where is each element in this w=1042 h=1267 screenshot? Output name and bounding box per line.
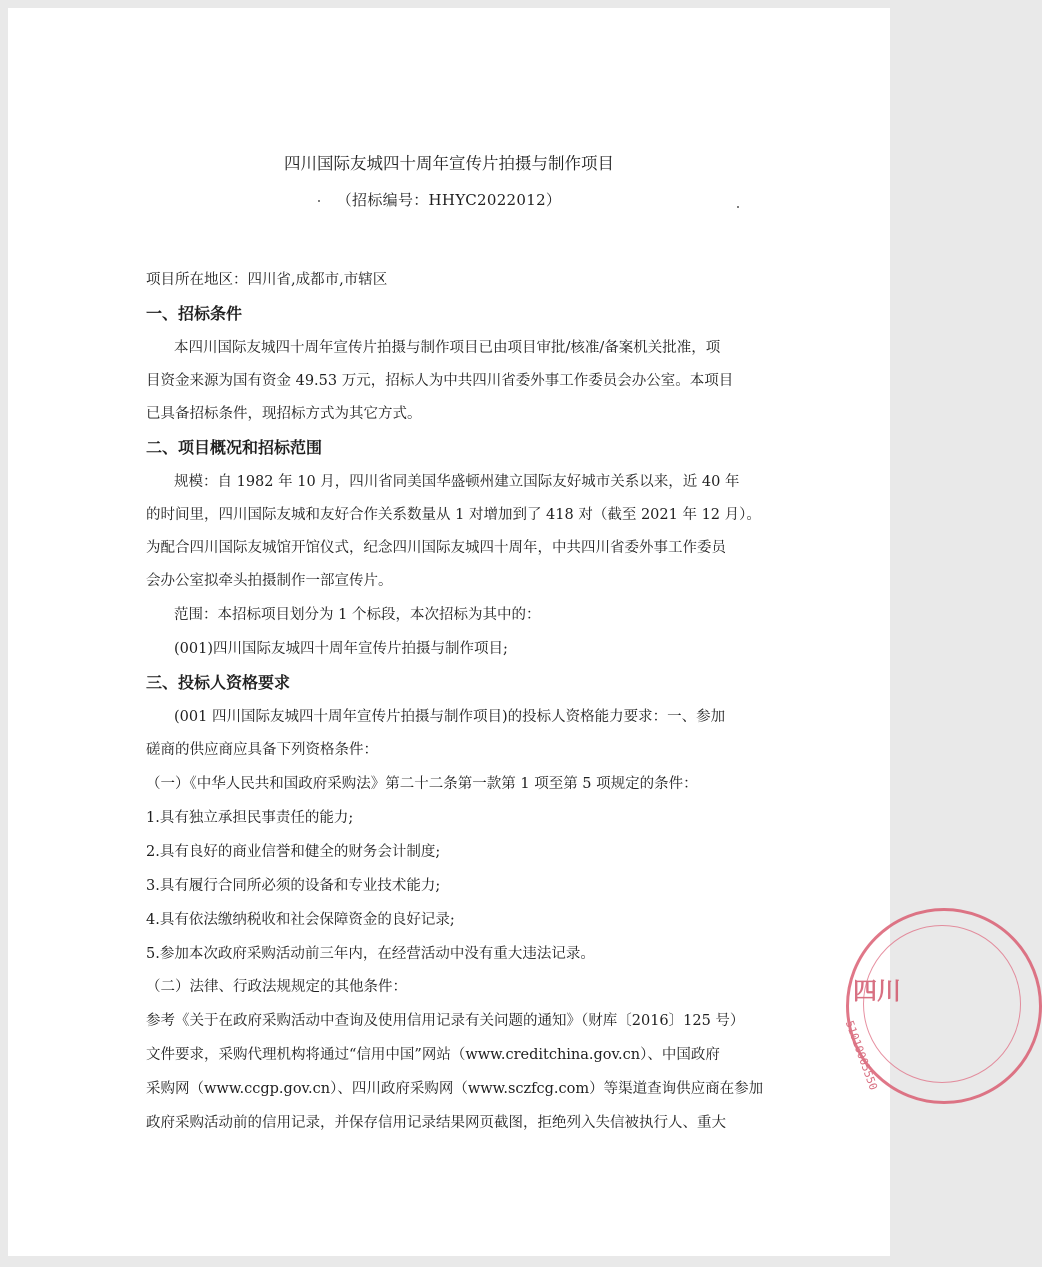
paragraph-line: 磋商的供应商应具备下列资格条件： [146,742,378,758]
paragraph-line: 参考《关于在政府采购活动中查询及使用信用记录有关问题的通知》（财库〔2016〕125 号） [146,1013,745,1029]
paragraph-line: 的时间里，四川国际友城和友好合作关系数量从 1 对增加到了 418 对（截至 2021 年 12 月）。 [146,507,761,523]
paragraph-line: 目资金来源为国有资金 49.53 万元，招标人为中共四川省委外事工作委员会办公室。本项目 [146,373,734,389]
list-item: 5.参加本次政府采购活动前三年内，在经营活动中没有重大违法记录。 [146,946,595,962]
paragraph-line: 会办公室拟牵头拍摄制作一部宣传片。 [146,573,393,589]
scan-speck [737,206,739,208]
paragraph-line: (001 四川国际友城四十周年宣传片拍摄与制作项目)的投标人资格能力要求：一、参加 [174,709,726,725]
paragraph-line: (001)四川国际友城四十周年宣传片拍摄与制作项目; [174,641,508,657]
seal-text: 四川 [853,977,901,1005]
paragraph-line: （二）法律、行政法规规定的其他条件： [146,979,407,995]
paragraph-line: 采购网（www.ccgp.gov.cn）、四川政府采购网（www.sczfcg.com）等渠道查询供应商在参加 [146,1081,764,1097]
section-heading-3: 三、投标人资格要求 [146,673,291,692]
list-item: 1.具有独立承担民事责任的能力; [146,810,354,826]
section-heading-2: 二、项目概况和招标范围 [146,438,323,457]
document-page [8,8,901,1256]
seal-number: 51010005550 [842,1019,880,1092]
document-subtitle: （招标编号：HHYC2022012） [336,191,562,209]
paragraph-line: （一）《中华人民共和国政府采购法》第二十二条第一款第 1 项至第 5 项规定的条件： [146,776,698,792]
paragraph-line: 已具备招标条件，现招标方式为其它方式。 [146,406,422,422]
paragraph-line: 本四川国际友城四十周年宣传片拍摄与制作项目已由项目审批/核准/备案机关批准，项 [174,340,721,356]
list-item: 2.具有良好的商业信誉和健全的财务会计制度; [146,844,441,860]
official-seal-stamp [842,908,1042,1104]
paragraph-line: 范围：本招标项目划分为 1 个标段，本次招标为其中的： [174,607,541,623]
paragraph-line: 文件要求，采购代理机构将通过“信用中国”网站（www.creditchina.gov.cn）、中国政府 [146,1047,720,1063]
list-item: 3.具有履行合同所必须的设备和专业技术能力; [146,878,441,894]
document-title: 四川国际友城四十周年宣传片拍摄与制作项目 [284,154,614,173]
list-item: 4.具有依法缴纳税收和社会保障资金的良好记录; [146,912,455,928]
scan-speck [318,200,320,202]
paragraph-line: 规模：自 1982 年 10 月，四川省同美国华盛顿州建立国际友好城市关系以来，近 40 年 [174,474,740,490]
project-location: 项目所在地区：四川省,成都市,市辖区 [146,272,388,288]
paragraph-line: 政府采购活动前的信用记录，并保存信用记录结果网页截图，拒绝列入失信被执行人、重大 [146,1115,726,1131]
section-heading-1: 一、招标条件 [146,304,243,323]
paragraph-line: 为配合四川国际友城馆开馆仪式，纪念四川国际友城四十周年，中共四川省委外事工作委员 [146,540,726,556]
